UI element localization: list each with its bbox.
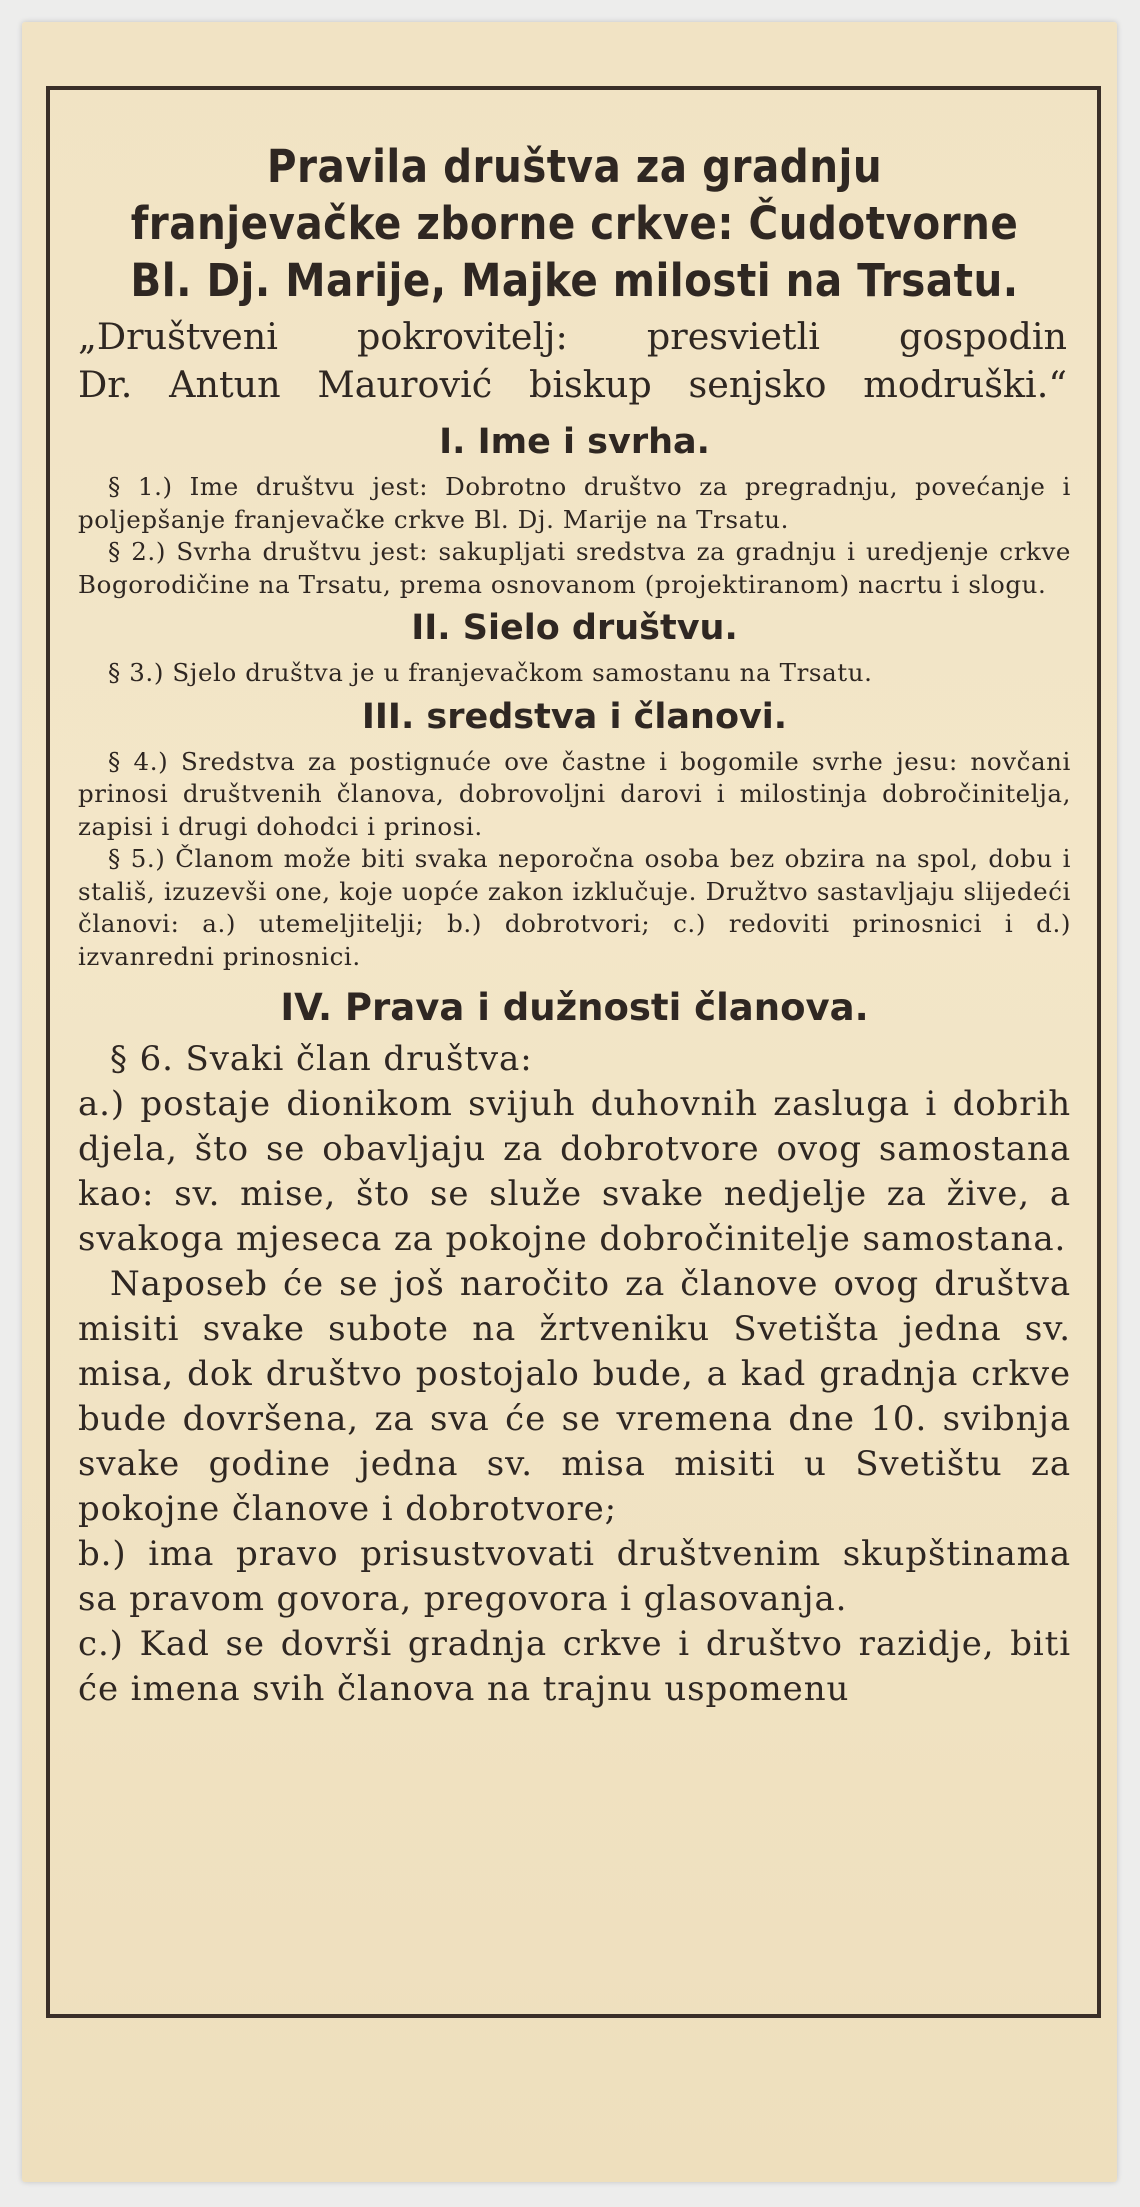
clause-a-continued: Naposeb će se još naročito za članove ovog društva misiti svake subote na žrtveniku Svetišta jedna sv. misa, dok društvo postojalo bude, a kad gradnja crkve bude dovršena, za sva će se vremena dne 10. svibnja svake godine jedna sv. misa misiti u Svetištu za pokojne članove i dobrotvore; [78, 1264, 1071, 1529]
section-heading: III. sredstva i članovi. [361, 696, 788, 737]
document-frame [46, 86, 1101, 2018]
paragraph-4: § 4.) Sredstva za postignuće ove častne i bogomile svrhe jesu: novčani prinosi društvenih članova, dobrovoljni darovi i milostinja dobročinitelja, zapisi i drugi dohodci i prinosi. [78, 746, 1071, 841]
paragraph-5: § 5.) Članom može biti svaka neporočna osoba bez obzira na spol, dobu i stališ, izuzevši one, koje uopće zakon izklučuje. Družtvo sastavljaju slijedeći članovi: a.) utemeljitelji; b.) dobrotvori; c.) redoviti prinosnici i d.) izvanredni prinosnici. [78, 844, 1071, 971]
section-3 [78, 692, 1071, 974]
section-heading: I. Ime i svrha. [439, 422, 710, 462]
section-heading: IV. Prava i dužnosti članova. [280, 986, 869, 1029]
document-title: Pravila društva za gradnju franjevačke zborne crkve: Čudotvorne Bl. Dj. Marije, Majke milosti na Trsatu. [130, 140, 1019, 307]
paragraph-3: § 3.) Sjelo društva je u franjevačkom samostanu na Trsatu. [108, 658, 873, 687]
section-1 [78, 417, 1071, 601]
paragraph-1: § 1.) Ime društvu jest: Dobrotno društvo za pregradnju, povećanje i poljepšanje franjevačke crkve Bl. Dj. Marije na Trsatu. [78, 472, 1071, 534]
clause-a: a.) postaje dionikom svijuh duhovnih zasluga i dobrih djela, što se obavljaju za dobrotvore ovog samostana kao: sv. mise, što se služe svake nedjelje za žive, a svakoga mjeseca za pokojne dobročinitelje samostana. [78, 1084, 1071, 1259]
section-2 [78, 603, 1071, 690]
section-heading: II. Sielo društvu. [411, 608, 738, 648]
paragraph-6: § 6. Svaki član društva: [110, 1039, 533, 1079]
patron-line-2: Dr. Antun Maurović biskup senjsko modruški.“ [78, 363, 1067, 406]
clause-c: c.) Kad se dovrši gradnja crkve i društvo razidje, biti će imena svih članova na trajnu uspomenu [78, 1624, 1071, 1709]
paragraph-2: § 2.) Svrha društvu jest: sakupljati sredstva za gradnju i uredjenje crkve Bogorodičine na Trsatu, prema osnovanom (projektiranom) nacrtu i slogu. [78, 537, 1071, 599]
section-4 [78, 981, 1071, 1712]
clause-b: b.) ima pravo prisustvovati društvenim skupštinama sa pravom govora, pregovora i glasovanja. [78, 1534, 1071, 1619]
patron-line-1: „Društveni pokrovitelj: presvietli gospodin [78, 315, 1067, 358]
patron-note [78, 313, 1067, 409]
